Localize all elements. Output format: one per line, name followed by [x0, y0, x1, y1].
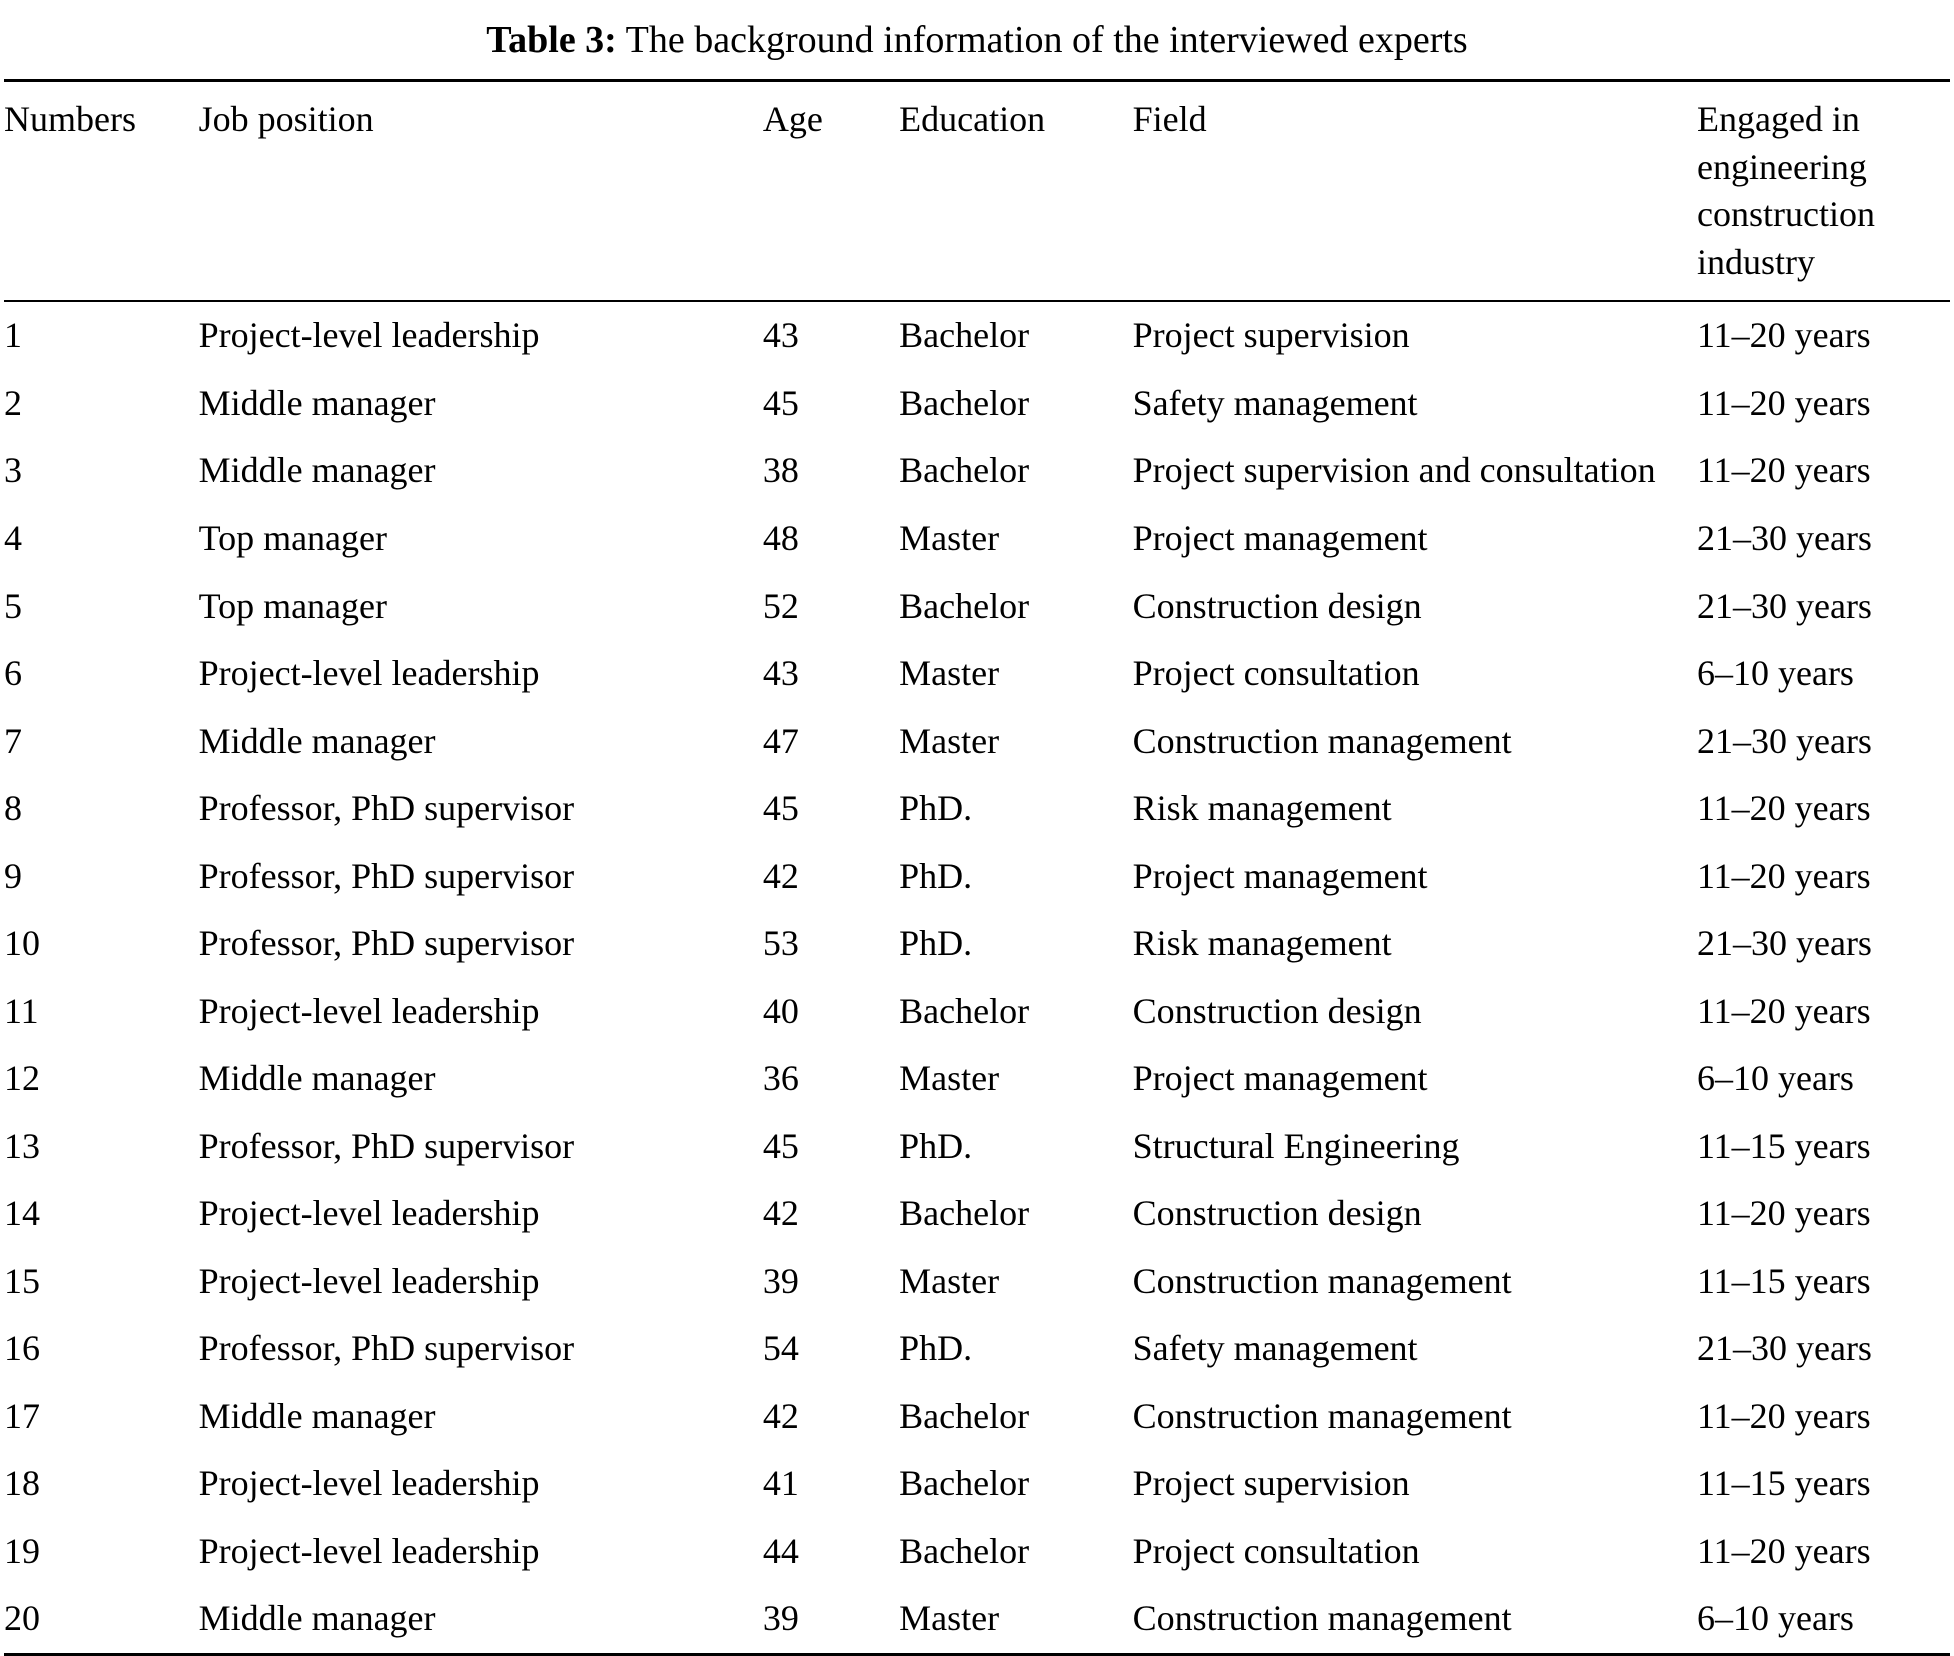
table-cell-field: Project supervision and consultation [1132, 450, 1656, 491]
table-cell-field: Project management [1132, 1058, 1428, 1099]
table-cell-education: PhD. [899, 1328, 973, 1369]
experts-table [4, 79, 1950, 1655]
table-row [4, 708, 1950, 776]
table-cell-age: 38 [762, 450, 799, 491]
table-cell-field: Project supervision [1132, 315, 1410, 356]
table-cell-experience: 11–20 years [1696, 855, 1871, 896]
table-cell-number: 14 [4, 1193, 40, 1234]
table-cell-number: 7 [4, 720, 22, 761]
table-cell-number: 3 [4, 450, 22, 491]
table-cell-number: 10 [4, 923, 40, 964]
table-cell-job-position: Professor, PhD supervisor [198, 1125, 575, 1166]
table-cell-job-position: Middle manager [198, 450, 436, 491]
table-cell-experience: 11–20 years [1696, 315, 1871, 356]
table-cell-age: 42 [762, 855, 799, 896]
table-cell-number: 16 [4, 1328, 40, 1369]
table-cell-number: 17 [4, 1395, 40, 1436]
table-row [4, 437, 1950, 505]
table-cell-job-position: Professor, PhD supervisor [198, 1328, 575, 1369]
table-cell-experience: 21–30 years [1696, 518, 1872, 558]
table-cell-field: Structural Engineering [1132, 1125, 1460, 1166]
table-cell-number: 4 [4, 518, 22, 558]
table-caption-text: The background information of the interviewed experts [625, 19, 1468, 61]
table-cell-job-position: Top manager [198, 585, 387, 626]
table-cell-field: Construction management [1132, 1260, 1512, 1301]
table-cell-job-position: Middle manager [198, 720, 436, 761]
table-cell-education: Bachelor [899, 1193, 1030, 1234]
table-cell-experience: 11–20 years [1696, 990, 1871, 1031]
table-cell-number: 15 [4, 1260, 40, 1301]
table-cell-education: Bachelor [899, 450, 1030, 491]
table-cell-experience: 21–30 years [1696, 1328, 1872, 1369]
table-cell-education: PhD. [899, 855, 973, 896]
table-cell-job-position: Middle manager [198, 382, 436, 423]
table-cell-job-position: Project-level leadership [198, 315, 540, 356]
table-cell-age: 43 [762, 315, 799, 356]
table-cell-experience: 21–30 years [1696, 923, 1872, 964]
table-cell-education: Bachelor [899, 1395, 1030, 1436]
table-cell-age: 36 [762, 1058, 799, 1099]
table-row [4, 1585, 1950, 1654]
table-cell-age: 40 [762, 990, 799, 1031]
table-cell-number: 20 [4, 1598, 40, 1639]
table-cell-experience: 6–10 years [1696, 1598, 1854, 1639]
table-cell-job-position: Professor, PhD supervisor [198, 855, 575, 896]
table-cell-job-position: Project-level leadership [198, 1193, 540, 1234]
table-cell-job-position: Project-level leadership [198, 1530, 540, 1571]
table-cell-experience: 11–15 years [1696, 1260, 1871, 1301]
table-row [4, 1113, 1950, 1181]
table-cell-education: Master [899, 1260, 1000, 1301]
table-cell-number: 11 [4, 990, 39, 1031]
table-cell-field: Project management [1132, 855, 1428, 896]
table-cell-number: 13 [4, 1125, 40, 1166]
table-cell-field: Safety management [1132, 1328, 1418, 1369]
table-cell-experience: 11–20 years [1696, 450, 1871, 491]
header-education: Education [899, 81, 1133, 302]
table-cell-field: Construction management [1132, 1598, 1512, 1639]
table-cell-field: Project consultation [1132, 1530, 1420, 1571]
table-cell-education: Bachelor [899, 1463, 1030, 1504]
table-row [4, 505, 1950, 573]
table-cell-field: Construction design [1132, 1193, 1422, 1234]
header-field: Field [1133, 81, 1697, 302]
table-row [4, 573, 1950, 641]
table-cell-education: Master [899, 518, 1000, 558]
table-row [4, 640, 1950, 708]
table-cell-field: Construction design [1132, 990, 1422, 1031]
table-cell-field: Construction management [1132, 720, 1512, 761]
header-age: Age [763, 81, 899, 302]
table-cell-experience: 11–20 years [1696, 382, 1871, 423]
table-cell-number: 18 [4, 1463, 40, 1504]
table-row [4, 370, 1950, 438]
table-cell-age: 39 [762, 1260, 799, 1301]
table-row [4, 1248, 1950, 1316]
table-cell-job-position: Professor, PhD supervisor [198, 788, 575, 829]
table-cell-experience: 11–20 years [1696, 1193, 1871, 1234]
table-cell-education: PhD. [899, 1125, 973, 1166]
table-cell-experience: 6–10 years [1696, 1058, 1854, 1099]
table-cell-age: 54 [762, 1328, 799, 1369]
table-cell-education: Bachelor [899, 1530, 1030, 1571]
table-row [4, 1383, 1950, 1451]
table-cell-age: 48 [762, 518, 799, 558]
table-cell-experience: 6–10 years [1696, 653, 1854, 694]
table-cell-number: 5 [4, 585, 22, 626]
table-cell-age: 44 [762, 1530, 799, 1571]
table-cell-experience: 11–15 years [1696, 1463, 1871, 1504]
table-cell-job-position: Top manager [198, 518, 387, 558]
table-cell-job-position: Middle manager [198, 1395, 436, 1436]
table-cell-education: Bachelor [899, 382, 1030, 423]
table-row [4, 301, 1950, 370]
table-cell-age: 45 [762, 1125, 799, 1166]
table-cell-education: Master [899, 653, 1000, 694]
header-numbers: Numbers [4, 81, 199, 302]
table-cell-number: 12 [4, 1058, 40, 1099]
table-cell-age: 53 [762, 923, 799, 964]
table-row [4, 1450, 1950, 1518]
table-cell-age: 45 [762, 788, 799, 829]
table-row [4, 910, 1950, 978]
table-cell-number: 9 [4, 855, 22, 896]
table-cell-field: Risk management [1132, 923, 1392, 964]
table-cell-number: 2 [4, 382, 22, 423]
table-cell-education: Bachelor [899, 585, 1030, 626]
table-row [4, 1315, 1950, 1383]
table-cell-job-position: Project-level leadership [198, 1260, 540, 1301]
table-caption-label: Table 3: [486, 19, 617, 61]
table-cell-job-position: Project-level leadership [198, 1463, 540, 1504]
table-row [4, 843, 1950, 911]
header-job: Job position [199, 81, 763, 302]
table-cell-experience: 11–20 years [1696, 1530, 1871, 1571]
table-cell-education: Master [899, 1598, 1000, 1639]
table-cell-number: 6 [4, 653, 22, 694]
table-cell-age: 52 [762, 585, 799, 626]
table-cell-experience: 11–20 years [1696, 788, 1871, 829]
table-cell-number: 1 [4, 315, 22, 356]
table-cell-age: 42 [762, 1193, 799, 1234]
table-cell-field: Safety management [1132, 382, 1418, 423]
table-row [4, 1045, 1950, 1113]
table-cell-experience: 21–30 years [1696, 585, 1872, 626]
table-cell-education: Master [899, 1058, 1000, 1099]
table-cell-job-position: Middle manager [198, 1598, 436, 1639]
table-body [4, 301, 1950, 1654]
table-cell-number: 19 [4, 1530, 40, 1571]
table-row [4, 1180, 1950, 1248]
table-cell-age: 41 [762, 1463, 799, 1504]
table-cell-field: Risk management [1132, 788, 1392, 829]
table-cell-field: Project consultation [1132, 653, 1420, 694]
table-cell-field: Construction design [1132, 585, 1422, 626]
table-header-row [4, 81, 1950, 302]
table-cell-education: PhD. [899, 788, 973, 829]
table-row [4, 775, 1950, 843]
table-cell-job-position: Middle manager [198, 1058, 436, 1099]
table-header [4, 81, 1950, 302]
table-cell-field: Project management [1132, 518, 1428, 558]
table-row [4, 978, 1950, 1046]
table-cell-job-position: Project-level leadership [198, 653, 540, 694]
table-cell-field: Construction management [1132, 1395, 1512, 1436]
table-cell-education: Bachelor [899, 990, 1030, 1031]
table-cell-age: 42 [762, 1395, 799, 1436]
table-cell-age: 43 [762, 653, 799, 694]
table-row [4, 1518, 1950, 1586]
table-cell-age: 47 [762, 720, 799, 761]
table-cell-age: 45 [762, 382, 799, 423]
table-cell-field: Project supervision [1132, 1463, 1410, 1504]
table-cell-job-position: Project-level leadership [198, 990, 540, 1031]
table-cell-experience: 11–15 years [1696, 1125, 1871, 1166]
table-cell-job-position: Professor, PhD supervisor [198, 923, 575, 964]
table-cell-experience: 21–30 years [1696, 720, 1872, 761]
table-cell-experience: 11–20 years [1696, 1395, 1871, 1436]
table-cell-education: Bachelor [899, 315, 1030, 356]
table-cell-education: PhD. [899, 923, 973, 964]
table-cell-number: 8 [4, 788, 22, 829]
table-caption [4, 16, 1950, 65]
table-cell-age: 39 [762, 1598, 799, 1639]
header-experience: Engaged in engineering construction industry [1697, 81, 1950, 302]
table-cell-education: Master [899, 720, 1000, 761]
